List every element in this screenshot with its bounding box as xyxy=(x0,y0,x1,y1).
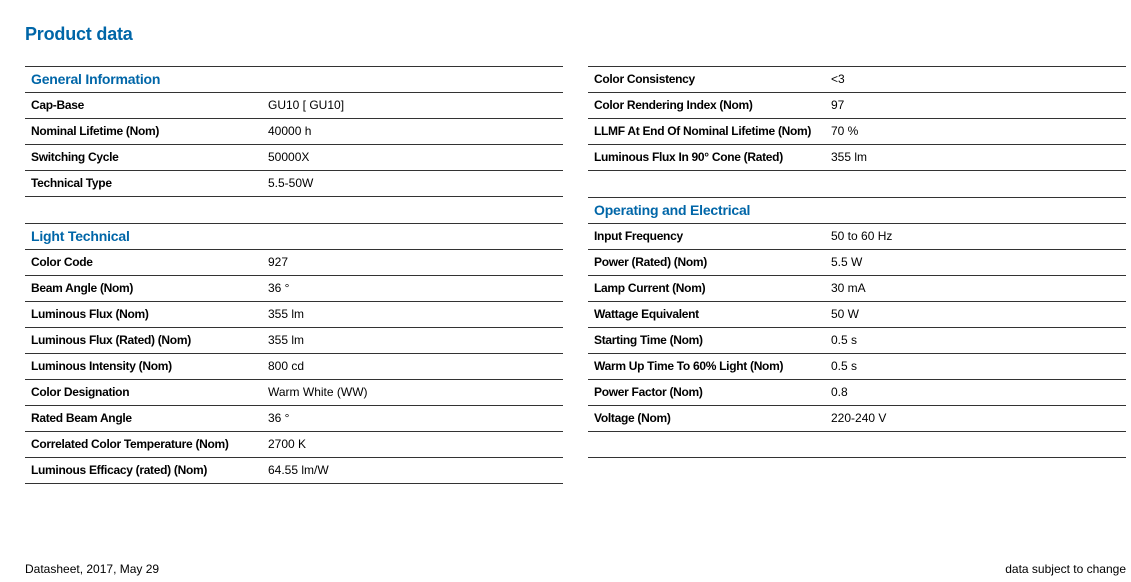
table-row xyxy=(588,354,1126,380)
table-row xyxy=(588,276,1126,302)
page-title: Product data xyxy=(25,24,133,44)
row-label: Color Code xyxy=(31,255,93,269)
table-row xyxy=(25,276,563,302)
section-light-technical xyxy=(25,223,563,484)
table-row xyxy=(25,328,563,354)
row-value: 2700 K xyxy=(268,437,307,451)
row-value: 64.55 lm/W xyxy=(268,463,329,477)
row-label: Power (Rated) (Nom) xyxy=(594,255,707,269)
table-row xyxy=(588,119,1126,145)
table-row xyxy=(25,354,563,380)
row-value: 5.5 W xyxy=(831,255,863,269)
row-value: 97 xyxy=(831,98,845,112)
row-label: Input Frequency xyxy=(594,229,683,243)
row-value: 355 lm xyxy=(831,150,868,164)
row-value: 927 xyxy=(268,255,289,269)
table-row xyxy=(25,119,563,145)
row-label: Color Designation xyxy=(31,385,130,399)
row-value: 70 % xyxy=(831,124,859,138)
table-row xyxy=(588,302,1126,328)
table-row xyxy=(588,224,1126,250)
left-column xyxy=(25,66,563,484)
row-label: Power Factor (Nom) xyxy=(594,385,703,399)
row-label: Rated Beam Angle xyxy=(31,411,132,425)
row-label: Luminous Intensity (Nom) xyxy=(31,359,172,373)
row-value: 50 to 60 Hz xyxy=(831,229,893,243)
table-row xyxy=(588,380,1126,406)
table-row xyxy=(25,145,563,171)
table-row xyxy=(25,93,563,119)
row-label: Luminous Flux In 90° Cone (Rated) xyxy=(594,150,783,164)
row-value: 800 cd xyxy=(268,359,305,373)
row-value: 50000X xyxy=(268,150,310,164)
row-label: Cap-Base xyxy=(31,98,84,112)
row-label: Nominal Lifetime (Nom) xyxy=(31,124,160,138)
row-value: 40000 h xyxy=(268,124,312,138)
section-operating-electrical xyxy=(588,197,1126,458)
section-general-information xyxy=(25,66,563,197)
row-value: GU10 [ GU10] xyxy=(268,98,345,112)
row-label: Luminous Efficacy (rated) (Nom) xyxy=(31,463,208,477)
row-value: 36 ° xyxy=(268,281,290,295)
row-label: Warm Up Time To 60% Light (Nom) xyxy=(594,359,784,373)
footer-date: Datasheet, 2017, May 29 xyxy=(25,562,160,576)
row-label: Technical Type xyxy=(31,176,112,190)
row-value: 220-240 V xyxy=(831,411,887,425)
table-row xyxy=(588,93,1126,119)
row-label: LLMF At End Of Nominal Lifetime (Nom) xyxy=(594,124,812,138)
table-row xyxy=(588,432,1126,458)
row-label: Starting Time (Nom) xyxy=(594,333,703,347)
row-label: Color Rendering Index (Nom) xyxy=(594,98,753,112)
table-row xyxy=(25,171,563,197)
table-row xyxy=(588,250,1126,276)
row-label: Luminous Flux (Rated) (Nom) xyxy=(31,333,191,347)
row-value: 36 ° xyxy=(268,411,290,425)
row-label xyxy=(588,432,831,457)
row-value: 5.5-50W xyxy=(268,176,314,190)
row-value: 355 lm xyxy=(268,333,305,347)
table-row xyxy=(25,406,563,432)
row-value: 0.5 s xyxy=(831,333,858,347)
row-value: 0.8 xyxy=(831,385,848,399)
row-label: Correlated Color Temperature (Nom) xyxy=(31,437,229,451)
table-row xyxy=(25,250,563,276)
section-title: Light Technical xyxy=(25,224,563,250)
row-label: Lamp Current (Nom) xyxy=(594,281,706,295)
table-row xyxy=(25,380,563,406)
row-value: <3 xyxy=(831,72,845,86)
footer-disclaimer: data subject to change xyxy=(1005,562,1126,576)
right-column xyxy=(588,66,1126,458)
row-value: 50 W xyxy=(831,307,860,321)
row-value: 30 mA xyxy=(831,281,866,295)
row-value: 0.5 s xyxy=(831,359,858,373)
row-value: Warm White (WW) xyxy=(268,385,368,399)
row-label: Beam Angle (Nom) xyxy=(31,281,134,295)
table-row xyxy=(25,302,563,328)
table-row xyxy=(588,145,1126,171)
section-color xyxy=(588,66,1126,171)
row-label: Color Consistency xyxy=(594,72,695,86)
section-title: General Information xyxy=(25,67,563,93)
table-row xyxy=(588,406,1126,432)
row-label: Voltage (Nom) xyxy=(594,411,671,425)
row-label: Switching Cycle xyxy=(31,150,119,164)
row-value: 355 lm xyxy=(268,307,305,321)
table-row xyxy=(588,67,1126,93)
table-row xyxy=(588,328,1126,354)
row-label: Wattage Equivalent xyxy=(594,307,699,321)
row-label: Luminous Flux (Nom) xyxy=(31,307,149,321)
table-row xyxy=(25,458,563,484)
section-title: Operating and Electrical xyxy=(588,198,1126,224)
table-row xyxy=(25,432,563,458)
